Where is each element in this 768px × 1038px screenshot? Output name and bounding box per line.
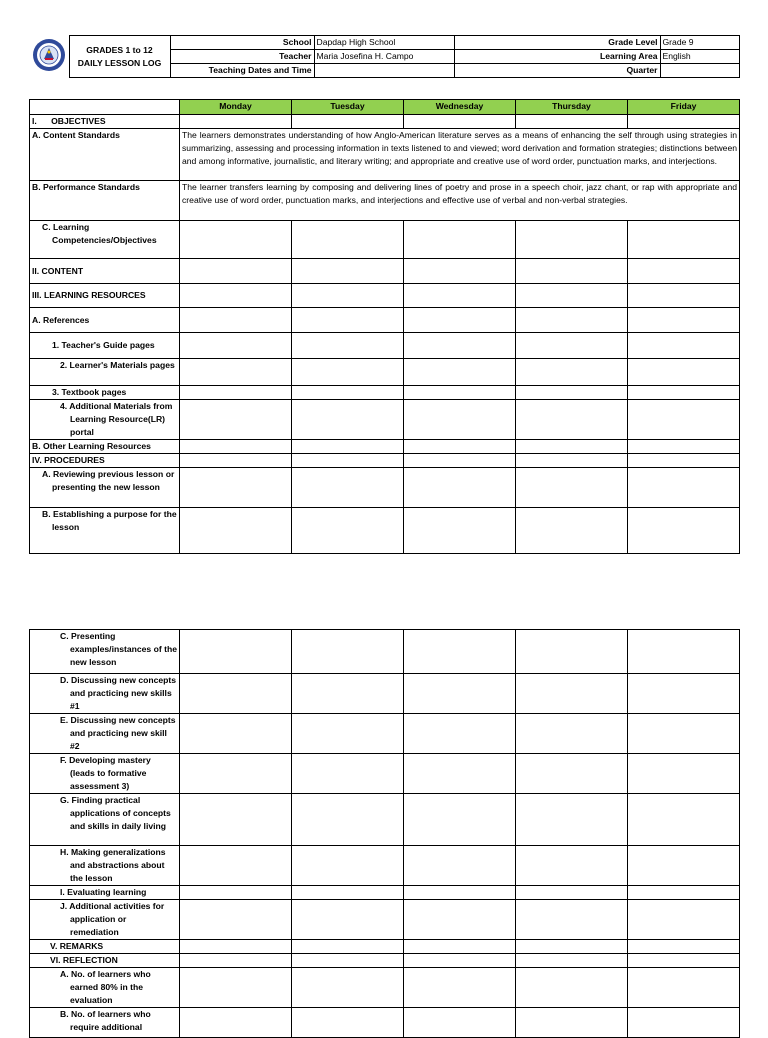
references-row (30, 308, 740, 333)
cell[interactable] (180, 308, 292, 333)
grade-level-value[interactable]: Grade 9 (660, 36, 739, 50)
procedure-d-label: D. Discussing new concepts and practicing new skills #1 (30, 674, 180, 714)
procedure-i-row (30, 886, 740, 900)
cell[interactable] (292, 900, 404, 940)
school-label: School (170, 36, 314, 50)
procedure-e-row (30, 714, 740, 754)
tg-label: 1. Teacher's Guide pages (30, 333, 180, 359)
cell[interactable] (516, 454, 628, 468)
textbook-row (30, 386, 740, 400)
quarter-value[interactable] (660, 64, 739, 78)
cell[interactable] (180, 968, 292, 1008)
cell[interactable] (516, 333, 628, 359)
procedure-c-label: C. Presenting examples/instances of the new lesson (30, 630, 180, 674)
cell[interactable] (628, 846, 740, 886)
objectives-heading (30, 115, 180, 129)
cell[interactable] (516, 968, 628, 1008)
title-line-1: GRADES 1 to 12 (86, 44, 153, 55)
cell[interactable] (180, 259, 292, 284)
cell[interactable] (516, 221, 628, 259)
cell[interactable] (516, 754, 628, 794)
lm-row (30, 359, 740, 386)
cell[interactable] (180, 440, 292, 454)
cell[interactable] (180, 333, 292, 359)
cell[interactable] (628, 900, 740, 940)
cell[interactable] (180, 886, 292, 900)
competencies-label: C. Learning Competencies/Objectives (30, 221, 180, 259)
cell[interactable] (628, 754, 740, 794)
grade-level-label: Grade Level (454, 36, 660, 50)
cell[interactable] (180, 794, 292, 846)
cell[interactable] (292, 954, 404, 968)
cell[interactable] (180, 115, 292, 129)
cell[interactable] (404, 794, 516, 846)
cell[interactable] (628, 630, 740, 674)
reflection-a-label: A. No. of learners who earned 80% in the evaluation (30, 968, 180, 1008)
competencies-row (30, 221, 740, 259)
procedure-a-label: A. Reviewing previous lesson or presenting the new lesson (30, 468, 180, 508)
cell[interactable] (628, 221, 740, 259)
tg-row (30, 333, 740, 359)
cell[interactable] (516, 359, 628, 386)
procedure-h-label: H. Making generalizations and abstractions about the lesson (30, 846, 180, 886)
cell[interactable] (628, 333, 740, 359)
objectives-num: I. (32, 116, 37, 126)
cell[interactable] (516, 308, 628, 333)
cell[interactable] (292, 221, 404, 259)
cell[interactable] (516, 284, 628, 308)
objectives-title: OBJECTIVES (51, 116, 106, 126)
cell[interactable] (180, 508, 292, 554)
cell[interactable] (180, 359, 292, 386)
cell[interactable] (516, 674, 628, 714)
cell[interactable] (292, 468, 404, 508)
cell[interactable] (404, 900, 516, 940)
cell[interactable] (292, 674, 404, 714)
cell[interactable] (292, 754, 404, 794)
cell[interactable] (404, 508, 516, 554)
cell[interactable] (404, 674, 516, 714)
cell[interactable] (292, 1008, 404, 1038)
learning-area-label: Learning Area (454, 50, 660, 64)
remarks-heading: V. REMARKS (30, 940, 180, 954)
cell[interactable] (292, 968, 404, 1008)
cell[interactable] (516, 400, 628, 440)
day-monday: Monday (180, 100, 292, 115)
cell[interactable] (292, 259, 404, 284)
cell[interactable] (628, 468, 740, 508)
cell[interactable] (516, 468, 628, 508)
cell[interactable] (404, 115, 516, 129)
cell[interactable] (292, 400, 404, 440)
procedure-j-row (30, 900, 740, 940)
logo-cell (29, 36, 69, 78)
corner-cell (30, 100, 180, 115)
procedure-a-row (30, 468, 740, 508)
cell[interactable] (628, 284, 740, 308)
cell[interactable] (404, 454, 516, 468)
school-value[interactable]: Dapdap High School (314, 36, 454, 50)
reflection-b-label: B. No. of learners who require additional (30, 1008, 180, 1038)
procedures-heading: IV. PROCEDURES (30, 454, 180, 468)
quarter-label: Quarter (454, 64, 660, 78)
cell[interactable] (404, 886, 516, 900)
cell[interactable] (180, 900, 292, 940)
cell[interactable] (292, 359, 404, 386)
dates-label: Teaching Dates and Time (170, 64, 314, 78)
cell[interactable] (628, 259, 740, 284)
cell[interactable] (292, 440, 404, 454)
day-thursday: Thursday (516, 100, 628, 115)
cell[interactable] (628, 886, 740, 900)
resources-heading: III. LEARNING RESOURCES (30, 284, 180, 308)
procedures-row (30, 454, 740, 468)
cell[interactable] (516, 714, 628, 754)
cell[interactable] (516, 259, 628, 284)
cell[interactable] (180, 386, 292, 400)
cell[interactable] (404, 468, 516, 508)
other-resources-label: B. Other Learning Resources (30, 440, 180, 454)
cell[interactable] (292, 454, 404, 468)
cell[interactable] (404, 333, 516, 359)
procedure-h-row (30, 846, 740, 886)
cell[interactable] (404, 846, 516, 886)
cell[interactable] (516, 900, 628, 940)
cell[interactable] (404, 359, 516, 386)
title-line-2: DAILY LESSON LOG (77, 57, 162, 68)
day-tuesday: Tuesday (292, 100, 404, 115)
procedure-c-row (30, 630, 740, 674)
cell[interactable] (628, 440, 740, 454)
cell[interactable] (404, 440, 516, 454)
cell[interactable] (180, 846, 292, 886)
cell[interactable] (180, 754, 292, 794)
lm-label: 2. Learner's Materials pages (30, 359, 180, 386)
cell[interactable] (292, 630, 404, 674)
cell[interactable] (516, 1008, 628, 1038)
lesson-table-1 (29, 99, 740, 554)
cell[interactable] (292, 940, 404, 954)
cell[interactable] (628, 968, 740, 1008)
cell[interactable] (404, 940, 516, 954)
cell[interactable] (404, 386, 516, 400)
cell[interactable] (404, 954, 516, 968)
teacher-value[interactable]: Maria Josefina H. Campo (314, 50, 454, 64)
cell[interactable] (180, 954, 292, 968)
day-friday: Friday (628, 100, 740, 115)
content-standards-text: The learners demonstrates understanding of how Anglo-American literature serves as a means of enhancing the self through using strategies in summarizing, assessing and processing information in texts listened to and viewed; word derivation and formation strategies; distinctions between and among informative, journalistic, and literary writing; and appropriate and creative use of word order, punctuation marks, and interjections. (180, 129, 740, 181)
cell[interactable] (628, 400, 740, 440)
other-resources-row (30, 440, 740, 454)
cell[interactable] (628, 386, 740, 400)
cell[interactable] (628, 508, 740, 554)
reflection-heading: VI. REFLECTION (30, 954, 180, 968)
procedure-f-label: F. Developing mastery (leads to formative assessment 3) (30, 754, 180, 794)
day-wednesday: Wednesday (404, 100, 516, 115)
cell[interactable] (628, 714, 740, 754)
procedure-b-row (30, 508, 740, 554)
cell[interactable] (516, 886, 628, 900)
reflection-a-row (30, 968, 740, 1008)
cell[interactable] (404, 259, 516, 284)
cell[interactable] (628, 115, 740, 129)
cell[interactable] (628, 674, 740, 714)
cell[interactable] (180, 454, 292, 468)
content-row (30, 259, 740, 284)
content-standards-row (30, 129, 740, 181)
cell[interactable] (628, 308, 740, 333)
procedure-b-label: B. Establishing a purpose for the lesson (30, 508, 180, 554)
cell[interactable] (180, 1008, 292, 1038)
cell[interactable] (180, 400, 292, 440)
cell[interactable] (404, 630, 516, 674)
cell[interactable] (516, 630, 628, 674)
cell[interactable] (292, 794, 404, 846)
additional-row (30, 400, 740, 440)
cell[interactable] (292, 886, 404, 900)
cell[interactable] (180, 674, 292, 714)
cell[interactable] (516, 440, 628, 454)
cell[interactable] (628, 359, 740, 386)
cell[interactable] (404, 221, 516, 259)
cell[interactable] (180, 630, 292, 674)
cell[interactable] (292, 508, 404, 554)
cell[interactable] (180, 714, 292, 754)
procedure-g-row (30, 794, 740, 846)
performance-standards-row (30, 181, 740, 221)
procedure-g-label: G. Finding practical applications of concepts and skills in daily living (30, 794, 180, 846)
cell[interactable] (516, 794, 628, 846)
cell[interactable] (292, 846, 404, 886)
cell[interactable] (516, 954, 628, 968)
deped-seal-icon (32, 38, 66, 72)
cell[interactable] (516, 940, 628, 954)
cell[interactable] (404, 284, 516, 308)
additional-label: 4. Additional Materials from Learning Resource(LR) portal (30, 400, 180, 440)
cell[interactable] (628, 940, 740, 954)
content-heading: II. CONTENT (30, 259, 180, 284)
references-label: A. References (30, 308, 180, 333)
remarks-row (30, 940, 740, 954)
performance-standards-label: B. Performance Standards (30, 181, 180, 221)
day-header-row (30, 100, 740, 115)
header-table (29, 35, 740, 78)
cell[interactable] (516, 115, 628, 129)
cell[interactable] (292, 333, 404, 359)
reflection-b-row (30, 1008, 740, 1038)
cell[interactable] (516, 846, 628, 886)
procedure-f-row (30, 754, 740, 794)
cell[interactable] (292, 714, 404, 754)
log-title (69, 36, 170, 78)
cell[interactable] (180, 468, 292, 508)
cell[interactable] (516, 508, 628, 554)
cell[interactable] (292, 284, 404, 308)
learning-area-value[interactable]: English (660, 50, 739, 64)
cell[interactable] (516, 386, 628, 400)
resources-row (30, 284, 740, 308)
cell[interactable] (404, 714, 516, 754)
cell[interactable] (628, 454, 740, 468)
cell[interactable] (292, 308, 404, 333)
textbook-label: 3. Textbook pages (30, 386, 180, 400)
cell[interactable] (628, 794, 740, 846)
cell[interactable] (292, 115, 404, 129)
cell[interactable] (404, 1008, 516, 1038)
reflection-row (30, 954, 740, 968)
performance-standards-text: The learner transfers learning by composing and delivering lines of poetry and prose in a speech choir, jazz chant, or rap with appropriate and creative use of word order, punctuation marks, and interjections and effective use of verbal and non-verbal strategies. (180, 181, 740, 221)
dates-value[interactable] (314, 64, 454, 78)
procedure-e-label: E. Discussing new concepts and practicing new skill #2 (30, 714, 180, 754)
cell[interactable] (180, 221, 292, 259)
cell[interactable] (404, 308, 516, 333)
lesson-table-2 (29, 629, 740, 1038)
content-standards-label: A. Content Standards (30, 129, 180, 181)
cell[interactable] (404, 754, 516, 794)
procedure-j-label: J. Additional activities for application or remediation (30, 900, 180, 940)
teacher-label: Teacher (170, 50, 314, 64)
cell[interactable] (404, 400, 516, 440)
procedure-d-row (30, 674, 740, 714)
cell[interactable] (404, 968, 516, 1008)
cell[interactable] (180, 940, 292, 954)
procedure-i-label: I. Evaluating learning (30, 886, 180, 900)
cell[interactable] (180, 284, 292, 308)
cell[interactable] (628, 1008, 740, 1038)
objectives-heading-row (30, 115, 740, 129)
cell[interactable] (292, 386, 404, 400)
cell[interactable] (628, 954, 740, 968)
